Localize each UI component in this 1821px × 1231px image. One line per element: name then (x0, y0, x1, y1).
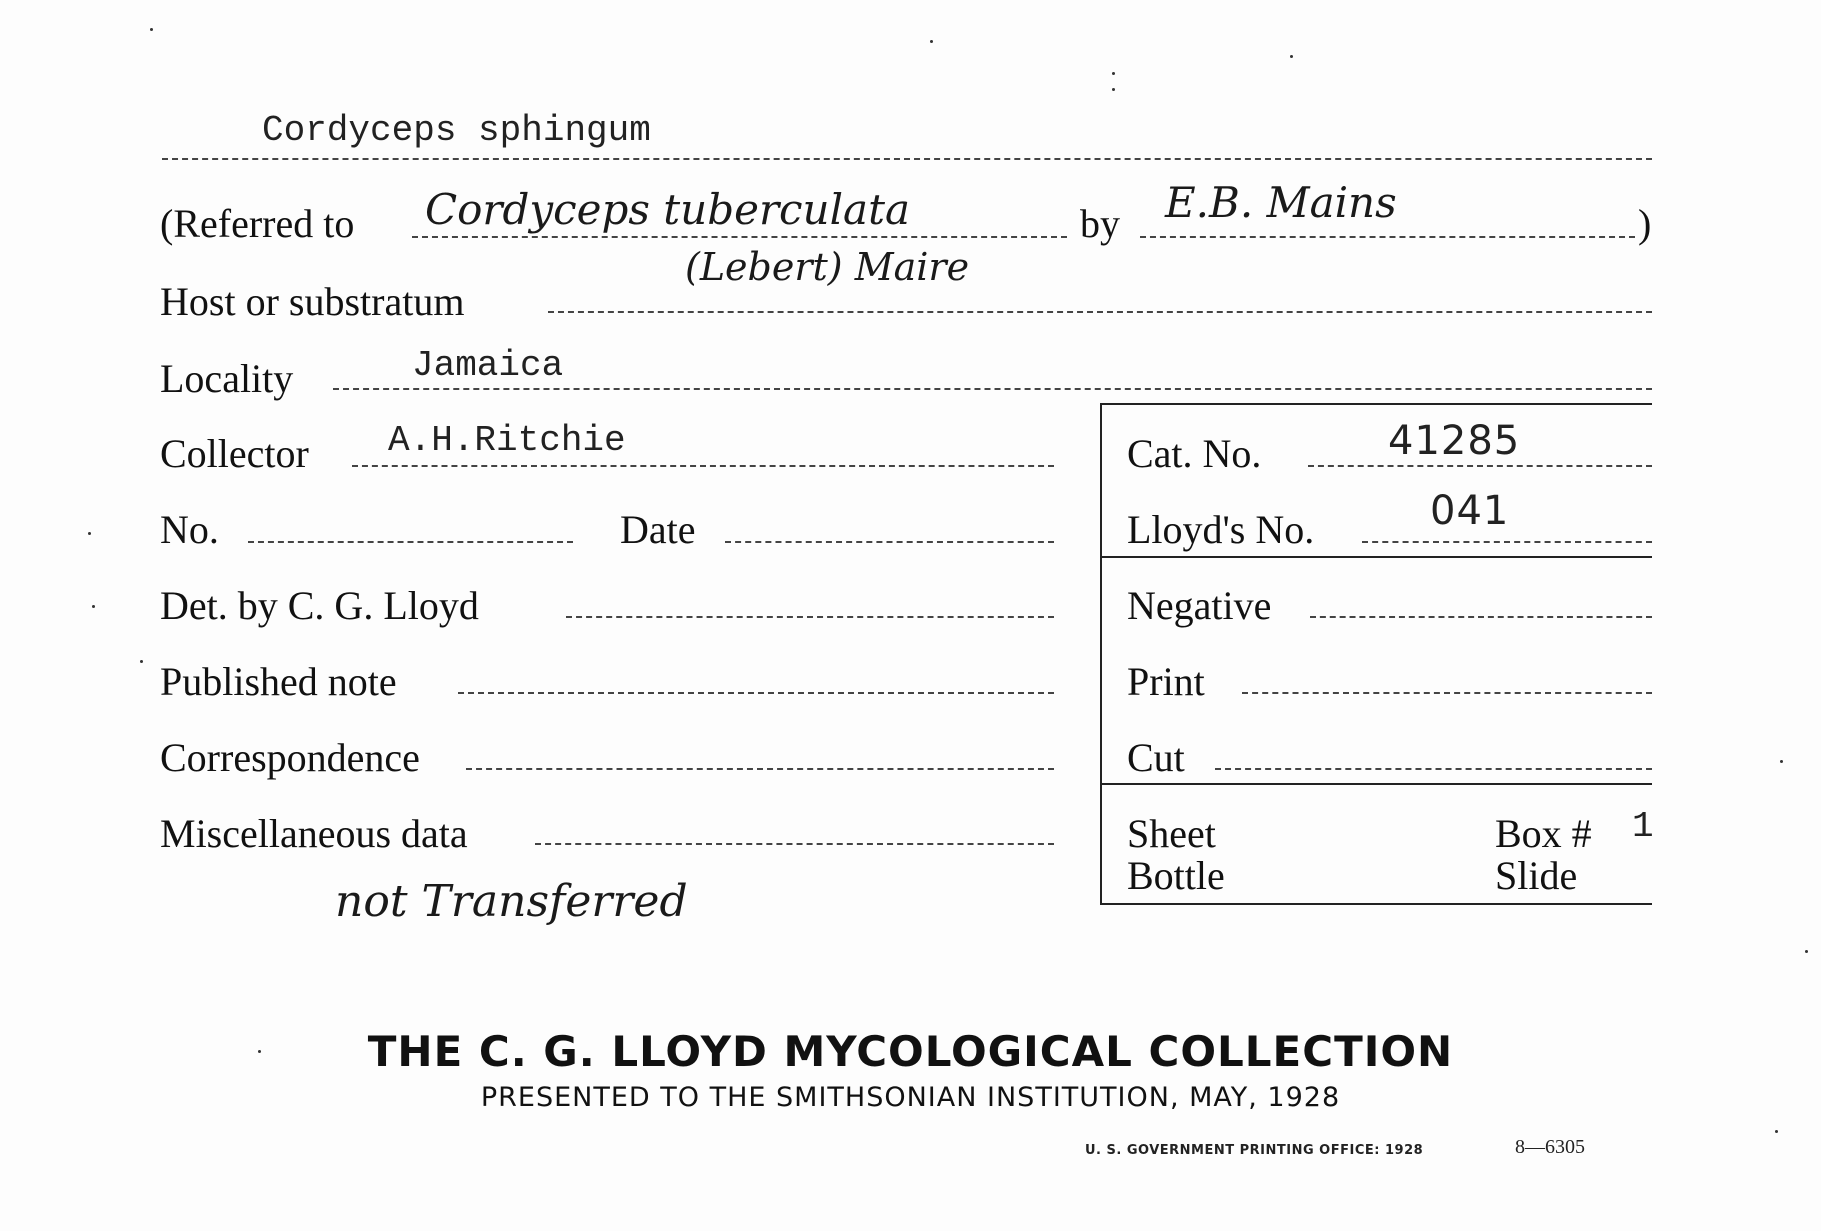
cut-line (1215, 768, 1652, 770)
print-line (1242, 692, 1652, 694)
collection-subtitle: PRESENTED TO THE SMITHSONIAN INSTITUTION, MAY, 1928 (480, 1082, 1341, 1113)
referred-name-line (412, 236, 1067, 238)
published-note-line (458, 692, 1054, 694)
scan-speck (140, 660, 143, 663)
det-label: Det. by C. G. Lloyd (160, 583, 479, 628)
print-label: Print (1127, 659, 1205, 704)
collector-value: A.H.Ritchie (388, 420, 626, 461)
collector-label: Collector (160, 431, 309, 476)
scan-speck (88, 532, 91, 535)
referred-name: Cordyceps tuberculata (425, 185, 910, 234)
panel-left-rule (1100, 403, 1102, 905)
det-line (566, 616, 1054, 618)
scan-speck (1112, 88, 1115, 91)
collection-title: THE C. G. LLOYD MYCOLOGICAL COLLECTION (367, 1027, 1454, 1076)
bottle-label: Bottle (1127, 853, 1225, 898)
referred-by-label: by (1080, 201, 1120, 246)
host-label: Host or substratum (160, 279, 465, 324)
locality-label: Locality (160, 356, 294, 401)
sheet-label: Sheet (1127, 811, 1216, 856)
scan-speck (1775, 1130, 1778, 1133)
no-line (248, 541, 573, 543)
locality-line (333, 388, 1652, 390)
referred-prefix-label: (Referred to (160, 201, 355, 246)
referred-author: (Lebert) Maire (685, 245, 970, 289)
specimen-name-line (162, 158, 1652, 160)
panel-rule-2 (1100, 783, 1652, 785)
scan-speck (1290, 55, 1293, 58)
lloyds-no-line (1362, 541, 1652, 543)
negative-line (1310, 616, 1652, 618)
referred-by-line (1140, 236, 1635, 238)
no-label: No. (160, 507, 219, 552)
correspondence-label: Correspondence (160, 735, 420, 780)
misc-label: Miscellaneous data (160, 811, 468, 856)
misc-value: not Transferred (335, 876, 688, 927)
slide-label: Slide (1495, 853, 1578, 898)
published-note-label: Published note (160, 659, 397, 704)
lloyds-no-value: 041 (1430, 488, 1510, 534)
panel-bottom-rule (1100, 903, 1652, 905)
cat-no-label: Cat. No. (1127, 431, 1262, 476)
locality-value: Jamaica (412, 345, 564, 386)
cat-no-value: 41285 (1388, 418, 1521, 464)
specimen-name: Cordyceps sphingum (262, 110, 651, 151)
date-label: Date (620, 507, 696, 552)
misc-line (535, 843, 1054, 845)
scan-speck (92, 605, 95, 608)
referred-suffix: ) (1638, 201, 1652, 246)
box-label: Box # (1495, 811, 1592, 856)
host-line (548, 311, 1652, 313)
cut-label: Cut (1127, 735, 1185, 780)
date-line (725, 541, 1054, 543)
scan-speck (150, 28, 153, 31)
form-number: 8—6305 (1515, 1136, 1585, 1158)
scan-speck (258, 1050, 261, 1053)
cat-no-line (1308, 465, 1652, 467)
negative-label: Negative (1127, 583, 1272, 628)
correspondence-line (466, 768, 1054, 770)
scan-speck (1805, 950, 1808, 953)
panel-top-rule (1100, 403, 1652, 405)
scan-speck (1112, 72, 1115, 75)
panel-rule-1 (1100, 556, 1652, 558)
lloyds-no-label: Lloyd's No. (1127, 507, 1315, 552)
printer-line: U. S. GOVERNMENT PRINTING OFFICE: 1928 (1085, 1143, 1424, 1158)
scan-speck (930, 40, 933, 43)
box-value: 1 (1632, 806, 1654, 847)
collector-line (352, 465, 1054, 467)
referred-by-value: E.B. Mains (1165, 178, 1397, 227)
scan-speck (1780, 760, 1783, 763)
